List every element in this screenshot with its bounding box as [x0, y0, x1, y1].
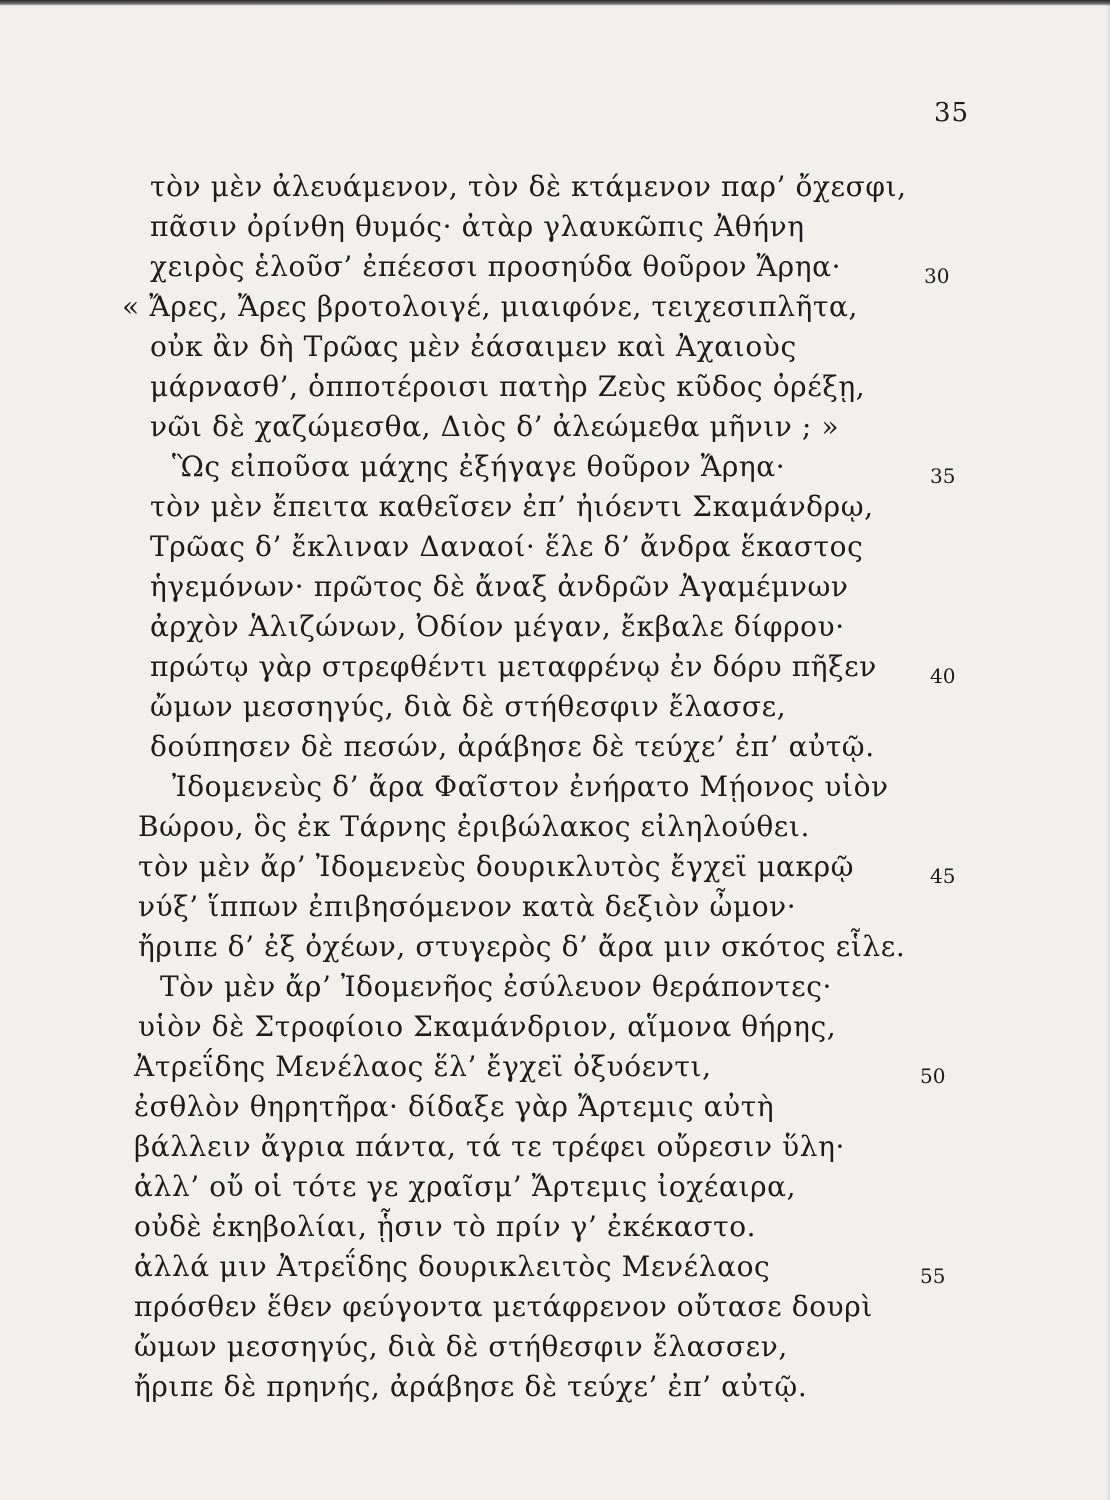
verse-line: πρώτῳ γὰρ στρεφθέντι μεταφρένῳ ἐν δόρυ πῆξεν [150, 650, 877, 683]
verse-line: ὤμων μεσσηγύς, διὰ δὲ στήθεσφιν ἔλασσε, [150, 690, 787, 723]
verse-line: Τρῶας δ’ ἔκλιναν Δαναοί· ἕλε δ’ ἄνδρα ἕκαστος [150, 530, 864, 563]
line-number: 55 [920, 1264, 946, 1288]
verse-line: οὐκ ἂν δὴ Τρῶας μὲν ἐάσαιμεν καὶ Ἀχαιοὺς [150, 330, 797, 363]
verse-line: ἤριπε δὲ πρηνής, ἀράβησε δὲ τεύχε’ ἐπ’ αὐτῷ. [134, 1370, 808, 1403]
verse-line: νύξ’ ἵππων ἐπιβησόμενον κατὰ δεξιὸν ὦμον· [138, 890, 797, 923]
verse-line: τὸν μὲν ἄρ’ Ἰδομενεὺς δουρικλυτὸς ἔγχεϊ μακρῷ [138, 850, 855, 883]
verse-line: « Ἄρες, Ἄρες βροτολοιγέ, μιαιφόνε, τειχεσιπλῆτα, [122, 290, 859, 323]
page-number: 35 [934, 98, 970, 128]
verse-line: τὸν μὲν ἔπειτα καθεῖσεν ἐπ’ ἠιόεντι Σκαμάνδρῳ, [150, 490, 874, 523]
verse-line: μάρνασθ’, ὁπποτέροισι πατὴρ Ζεὺς κῦδος ὀρέξῃ, [150, 370, 866, 403]
verse-line: πρόσθεν ἕθεν φεύγοντα μετάφρενον οὔτασε δουρὶ [134, 1290, 873, 1323]
verse-line: Βώρου, ὃς ἐκ Τάρνης ἐριβώλακος εἰληλούθει. [138, 810, 810, 843]
verse-line: τὸν μὲν ἀλευάμενον, τὸν δὲ κτάμενον παρ’ ὄχεσφι, [150, 170, 907, 203]
verse-line: ἤριπε δ’ ἐξ ὀχέων, στυγερὸς δ’ ἄρα μιν σκότος εἷλε. [138, 930, 906, 963]
line-number: 50 [920, 1064, 946, 1088]
verse-line: Ἀτρεΐδης Μενέλαος ἕλ’ ἔγχεϊ ὀξυόεντι, [134, 1050, 712, 1083]
line-number: 40 [930, 664, 956, 688]
verse-line: ἀλλά μιν Ἀτρεΐδης δουρικλειτὸς Μενέλαος [134, 1250, 771, 1283]
verse-line: υἱὸν δὲ Στροφίοιο Σκαμάνδριον, αἵμονα θήρης, [138, 1010, 837, 1043]
verse-line: Ὣς εἰποῦσα μάχης ἐξήγαγε θοῦρον Ἄρηα· [172, 450, 786, 483]
verse-line: ἡγεμόνων· πρῶτος δὲ ἄναξ ἀνδρῶν Ἀγαμέμνων [150, 570, 849, 603]
verse-line: δούπησεν δὲ πεσών, ἀράβησε δὲ τεύχε’ ἐπ’ αὐτῷ. [150, 730, 875, 763]
verse-line: ὤμων μεσσηγύς, διὰ δὲ στήθεσφιν ἔλασσεν, [134, 1330, 788, 1363]
verse-line: νῶι δὲ χαζώμεσθα, Διὸς δ’ ἀλεώμεθα μῆνιν ; » [150, 410, 840, 443]
verse-line: βάλλειν ἄγρια πάντα, τά τε τρέφει οὔρεσιν ὕλη· [134, 1130, 845, 1163]
verse-line: ἀλλ’ οὔ οἱ τότε γε χραῖσμ’ Ἄρτεμις ἰοχέαιρα, [134, 1170, 797, 1203]
verse-line: Τὸν μὲν ἄρ’ Ἰδομενῆος ἐσύλευον θεράποντες· [160, 970, 833, 1003]
verse-line: πᾶσιν ὀρίνθη θυμός· ἀτὰρ γλαυκῶπις Ἀθήνη [150, 210, 805, 243]
verse-line: ἐσθλὸν θηρητῆρα· δίδαξε γὰρ Ἄρτεμις αὐτὴ [134, 1090, 775, 1123]
verse-line: χειρὸς ἑλοῦσ’ ἐπέεσσι προσηύδα θοῦρον Ἄρηα· [150, 250, 842, 283]
verse-line: οὐδὲ ἑκηβολίαι, ᾗσιν τὸ πρίν γ’ ἐκέκαστο. [134, 1210, 757, 1243]
verse-line: Ἰδομενεὺς δ’ ἄρα Φαῖστον ἐνήρατο Μῄονος υἱὸν [172, 770, 889, 803]
line-number: 45 [930, 864, 956, 888]
verse-line: ἀρχὸν Ἁλιζώνων, Ὀδίον μέγαν, ἔκβαλε δίφρου· [150, 610, 845, 643]
line-number: 30 [924, 264, 950, 288]
line-number: 35 [930, 464, 956, 488]
